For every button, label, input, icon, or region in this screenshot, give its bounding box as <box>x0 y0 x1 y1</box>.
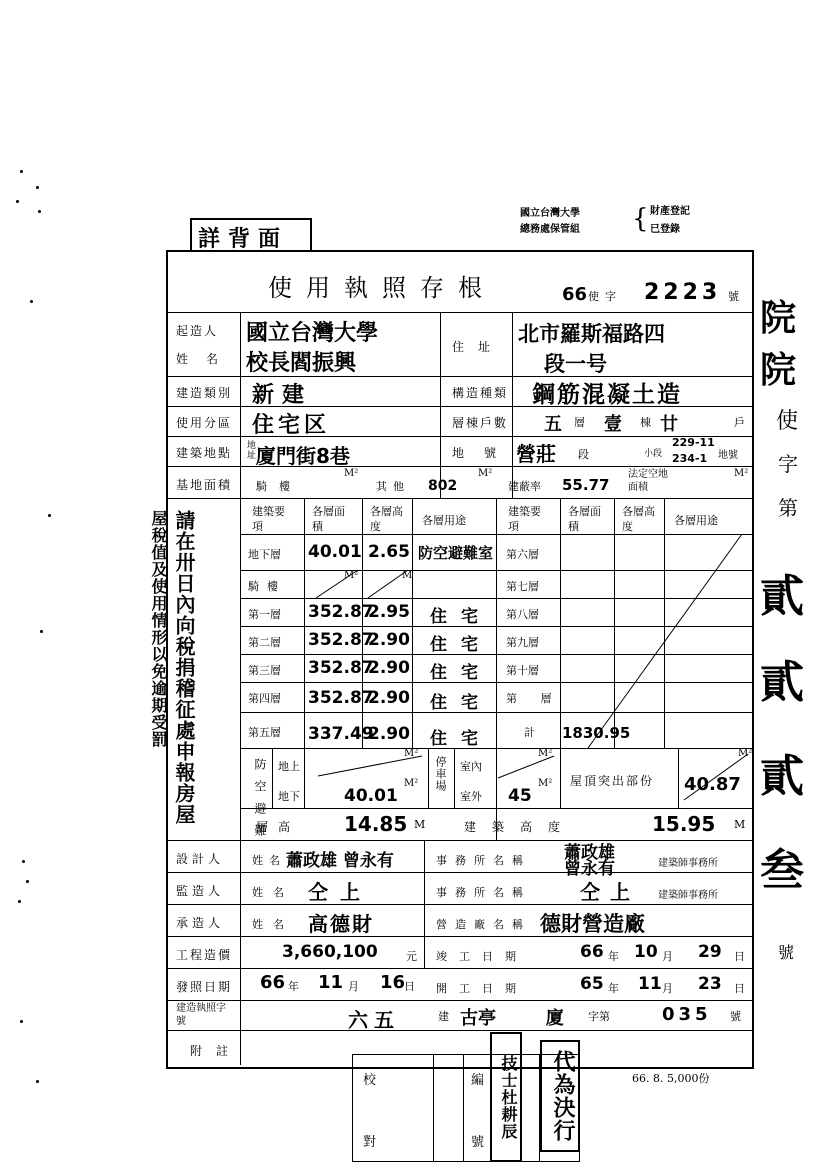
floor-area: 352.87 <box>308 630 374 650</box>
contractor-label: 承造人 <box>176 916 225 930</box>
builder-value-2: 校長閻振興 <box>246 351 357 376</box>
floors-value-3: 廿 <box>660 414 678 435</box>
other-value: 802 <box>428 478 458 494</box>
stamp-registered: 已登錄 <box>650 224 680 235</box>
right-floor-blank: 第 層 <box>506 692 562 705</box>
supervisor-office-value: 仝上 <box>580 880 640 904</box>
margin-char-1: 院 <box>760 298 797 339</box>
floor-use: 住宅 <box>430 607 492 627</box>
roof-value: 40.87 <box>684 774 741 795</box>
permit-char-2: 字第 <box>588 1010 610 1023</box>
header-item-left: 建築要項 <box>252 505 285 533</box>
header-height-left: 各層高度 <box>370 505 403 533</box>
print-note: 66. 8. 5,000份 <box>632 1072 710 1085</box>
complete-year: 66 <box>580 942 604 962</box>
shelter-under: 地下 <box>278 790 300 803</box>
start-year-unit: 年 <box>608 982 619 995</box>
site-value: 廈門街8巷 <box>256 444 350 468</box>
lot-unit: 段 <box>578 448 589 461</box>
floor-use: 住宅 <box>430 729 492 749</box>
designer-value: 蕭政雄 曾永有 <box>286 851 394 871</box>
ceiling-unit: M <box>414 818 426 831</box>
designer-name-label: 姓名 <box>252 854 286 867</box>
right-floor-10: 第十層 <box>506 664 539 677</box>
issue-month-unit: 月 <box>348 980 359 993</box>
remarks-label: 附註 <box>190 1044 243 1058</box>
roof-label: 屋頂突出部份 <box>570 774 655 788</box>
proof-label-1: 校 <box>363 1073 377 1088</box>
left-note-col1: 請在卅日內向稅捐稽征處申報房屋 <box>172 510 196 825</box>
site-sub-label: 地址 <box>245 440 255 460</box>
lot-number-1: 229-11 <box>672 436 715 449</box>
contractor-name-label: 姓名 <box>252 918 294 931</box>
building-height-label: 建築高度 <box>464 820 577 834</box>
header-use-left: 各層用途 <box>422 514 466 527</box>
stamp-university: 國立台灣大學 <box>520 208 580 219</box>
complete-day-unit: 日 <box>734 950 745 963</box>
shelter-ground: 地上 <box>278 760 300 773</box>
edit-label-2: 號 <box>471 1135 485 1150</box>
detail-back-label <box>190 218 312 252</box>
margin-char-3: 使 <box>776 409 799 434</box>
permit-label: 建造執照字號 <box>176 1003 226 1027</box>
stamp-registry: 財產登記 <box>650 206 690 217</box>
issue-label: 發照日期 <box>176 980 233 994</box>
issue-month: 11 <box>318 972 344 993</box>
base-area-label: 基地面積 <box>176 478 233 492</box>
designer-office-suffix: 建築師事務所 <box>658 858 718 869</box>
start-day: 23 <box>698 974 722 994</box>
floors-unit-1: 層 <box>574 416 585 429</box>
floor-name: 騎樓 <box>248 580 286 593</box>
builder-value-1: 國立台灣大學 <box>246 321 379 346</box>
header-item-right: 建築要項 <box>508 505 541 533</box>
designer-office-label: 事務所名稱 <box>436 854 531 867</box>
parking-out: 室外 <box>460 790 482 803</box>
floor-area-unit: M² <box>344 570 359 581</box>
delegated-decision-stamp: 代為決行 <box>540 1040 580 1152</box>
floors-value-2: 壹 <box>604 414 622 435</box>
shelter-under-unit: M² <box>404 778 419 789</box>
header-area-right: 各層面積 <box>568 505 601 533</box>
floors-value-1: 五 <box>544 414 562 435</box>
category-label: 建造類別 <box>176 386 233 400</box>
supervisor-office-suffix: 建築師事務所 <box>658 890 718 901</box>
ceiling-value: 14.85 <box>344 812 408 836</box>
margin-char-7: 貳 <box>760 657 804 708</box>
issue-day-unit: 日 <box>404 980 415 993</box>
header-area-left: 各層面積 <box>312 505 345 533</box>
category-value: 新建 <box>252 383 313 408</box>
lot-value: 營莊 <box>516 442 556 466</box>
lot-label: 地號 <box>452 446 517 460</box>
start-label: 開工日期 <box>436 982 528 995</box>
stamp-bracket: { <box>632 204 649 234</box>
right-total-label: 計 <box>524 726 535 739</box>
structure-label: 構造種類 <box>452 386 509 400</box>
start-year: 65 <box>580 974 604 994</box>
margin-char-5: 第 <box>778 496 798 520</box>
total-value: 1830.95 <box>562 724 631 742</box>
permit-number-suffix: 號 <box>730 1010 741 1023</box>
proof-label-2: 對 <box>363 1135 377 1150</box>
right-floor-9: 第九層 <box>506 636 539 649</box>
floors-unit-3: 戶 <box>734 416 745 429</box>
arcade-label: 騎樓 <box>256 480 302 493</box>
floor-area: 352.87 <box>308 658 374 678</box>
permit-value-1: 六五 <box>348 1008 400 1032</box>
complete-month: 10 <box>634 942 658 962</box>
legal-area-label: 法定空地面積 <box>628 469 668 493</box>
parking-out-unit: M² <box>538 778 553 789</box>
floor-area: 352.87 <box>308 602 374 622</box>
complete-day: 29 <box>698 942 722 962</box>
legal-area-unit: M² <box>734 468 749 479</box>
shelter-under-value: 40.01 <box>344 786 398 806</box>
header-height-right: 各層高度 <box>622 505 655 533</box>
floor-name: 第二層 <box>248 636 281 649</box>
arcade-unit: M² <box>344 468 359 479</box>
floors-label: 層棟戶數 <box>452 416 509 430</box>
floor-height-unit: M <box>402 570 413 581</box>
builder-label: 起造人 <box>176 324 219 338</box>
edit-label-1: 編 <box>471 1073 485 1088</box>
designer-office-value-1: 蕭政雄 <box>564 843 615 863</box>
supervisor-name-label: 姓名 <box>252 886 294 899</box>
coverage-value: 55.77 <box>562 476 610 494</box>
margin-char-4: 字 <box>778 452 798 476</box>
contractor-firm-label: 營造廠名稱 <box>436 918 531 931</box>
floor-area: 337.49 <box>308 724 374 744</box>
floor-use: 防空避難室 <box>418 544 494 562</box>
address-value-2: 段一号 <box>544 352 607 376</box>
form-title: 使用執照存根 <box>268 274 496 302</box>
building-height-value: 15.95 <box>652 812 716 836</box>
permit-stub-form <box>166 250 754 1069</box>
zoning-label: 使用分區 <box>176 416 233 430</box>
site-label: 建築地點 <box>176 446 233 460</box>
issue-year: 66 <box>260 972 286 993</box>
floor-name: 地下層 <box>248 548 281 561</box>
complete-month-unit: 月 <box>662 950 673 963</box>
building-height-unit: M <box>734 818 746 831</box>
cost-value: 3,660,100 <box>282 942 378 962</box>
floor-use: 住宅 <box>430 663 492 683</box>
margin-char-6: 貳 <box>760 571 804 622</box>
margin-char-10: 號 <box>778 943 795 962</box>
stamp-office: 總務處保管組 <box>520 224 580 235</box>
issue-year-unit: 年 <box>288 980 299 993</box>
floor-name: 第三層 <box>248 664 281 677</box>
floor-name: 第五層 <box>248 726 281 739</box>
roof-unit: M² <box>738 748 753 759</box>
permit-suffix: 號 <box>728 290 739 303</box>
parking-in: 室內 <box>460 760 482 773</box>
right-floor-7: 第七層 <box>506 580 539 593</box>
margin-char-9: 叁 <box>760 845 804 896</box>
contractor-value: 高德財 <box>308 912 374 936</box>
permit-number-value: 035 <box>662 1004 712 1025</box>
floor-height: 2.95 <box>368 602 410 622</box>
margin-char-8: 貳 <box>760 751 804 802</box>
shelter-label: 防空避難 <box>253 758 267 846</box>
designer-office-value-2: 曾永有 <box>564 859 615 879</box>
supervisor-label: 監造人 <box>176 884 225 898</box>
start-month: 11 <box>638 974 662 994</box>
floor-name: 第四層 <box>248 692 281 705</box>
structure-value: 鋼筋混凝土造 <box>532 382 682 408</box>
floor-use: 住宅 <box>430 635 492 655</box>
designer-label: 設計人 <box>176 852 225 866</box>
header-use-right: 各層用途 <box>674 514 718 527</box>
floor-height: 2.65 <box>368 542 410 562</box>
contractor-firm-value: 德財營造廠 <box>540 912 645 936</box>
floor-area: 352.87 <box>308 688 374 708</box>
ceiling-label: 層高 <box>256 820 301 834</box>
right-floor-6: 第六層 <box>506 548 539 561</box>
floor-height: 2.90 <box>368 724 410 744</box>
start-day-unit: 日 <box>734 982 745 995</box>
left-note-col2: 屋稅值及使用情形以免逾期受罰 <box>149 510 168 748</box>
shelter-ground-unit: M² <box>404 748 419 759</box>
permit-char-1: 建 <box>438 1010 449 1023</box>
other-label: 其他 <box>376 480 410 493</box>
parking-in-unit: M² <box>538 748 553 759</box>
cost-label: 工程造價 <box>176 948 233 962</box>
floor-name: 第一層 <box>248 608 281 621</box>
coverage-label: 建蔽率 <box>508 480 541 493</box>
supervisor-office-label: 事務所名稱 <box>436 886 531 899</box>
address-label: 住址 <box>452 340 505 354</box>
issue-day: 16 <box>380 972 406 993</box>
permit-char: 使字 <box>588 290 622 303</box>
floor-height: 2.90 <box>368 688 410 708</box>
property-stamp <box>520 200 760 242</box>
floor-use: 住宅 <box>430 693 492 713</box>
right-floor-8: 第八層 <box>506 608 539 621</box>
lot-number-2: 234-1 <box>672 452 708 465</box>
other-unit: M² <box>478 468 493 479</box>
complete-label: 竣工日期 <box>436 950 528 963</box>
supervisor-value: 仝上 <box>308 880 372 904</box>
lot-number-suffix: 地號 <box>718 450 738 461</box>
permit-number: 2223 <box>644 280 722 305</box>
builder-name-label: 姓名 <box>176 352 237 366</box>
permit-value-2: 古亭 <box>460 1008 496 1029</box>
parking-out-value: 45 <box>508 786 532 806</box>
permit-value-3: 廈 <box>546 1008 564 1029</box>
complete-year-unit: 年 <box>608 950 619 963</box>
floors-unit-2: 棟 <box>640 416 651 429</box>
parking-label: 停車場 <box>434 756 447 792</box>
floor-height: 2.90 <box>368 630 410 650</box>
zoning-value: 住宅区 <box>252 413 331 438</box>
cost-unit: 元 <box>406 950 417 963</box>
permit-year: 66 <box>562 284 588 305</box>
floor-height: 2.90 <box>368 658 410 678</box>
technician-stamp: 技士杜耕辰 <box>490 1032 522 1162</box>
detail-back-text: 詳背面 <box>198 226 289 252</box>
margin-char-2: 院 <box>760 350 797 391</box>
lot-sub: 小段 <box>644 449 663 459</box>
floor-area: 40.01 <box>308 542 362 562</box>
address-value-1: 北市羅斯福路四 <box>518 322 665 346</box>
start-month-unit: 月 <box>662 982 673 995</box>
